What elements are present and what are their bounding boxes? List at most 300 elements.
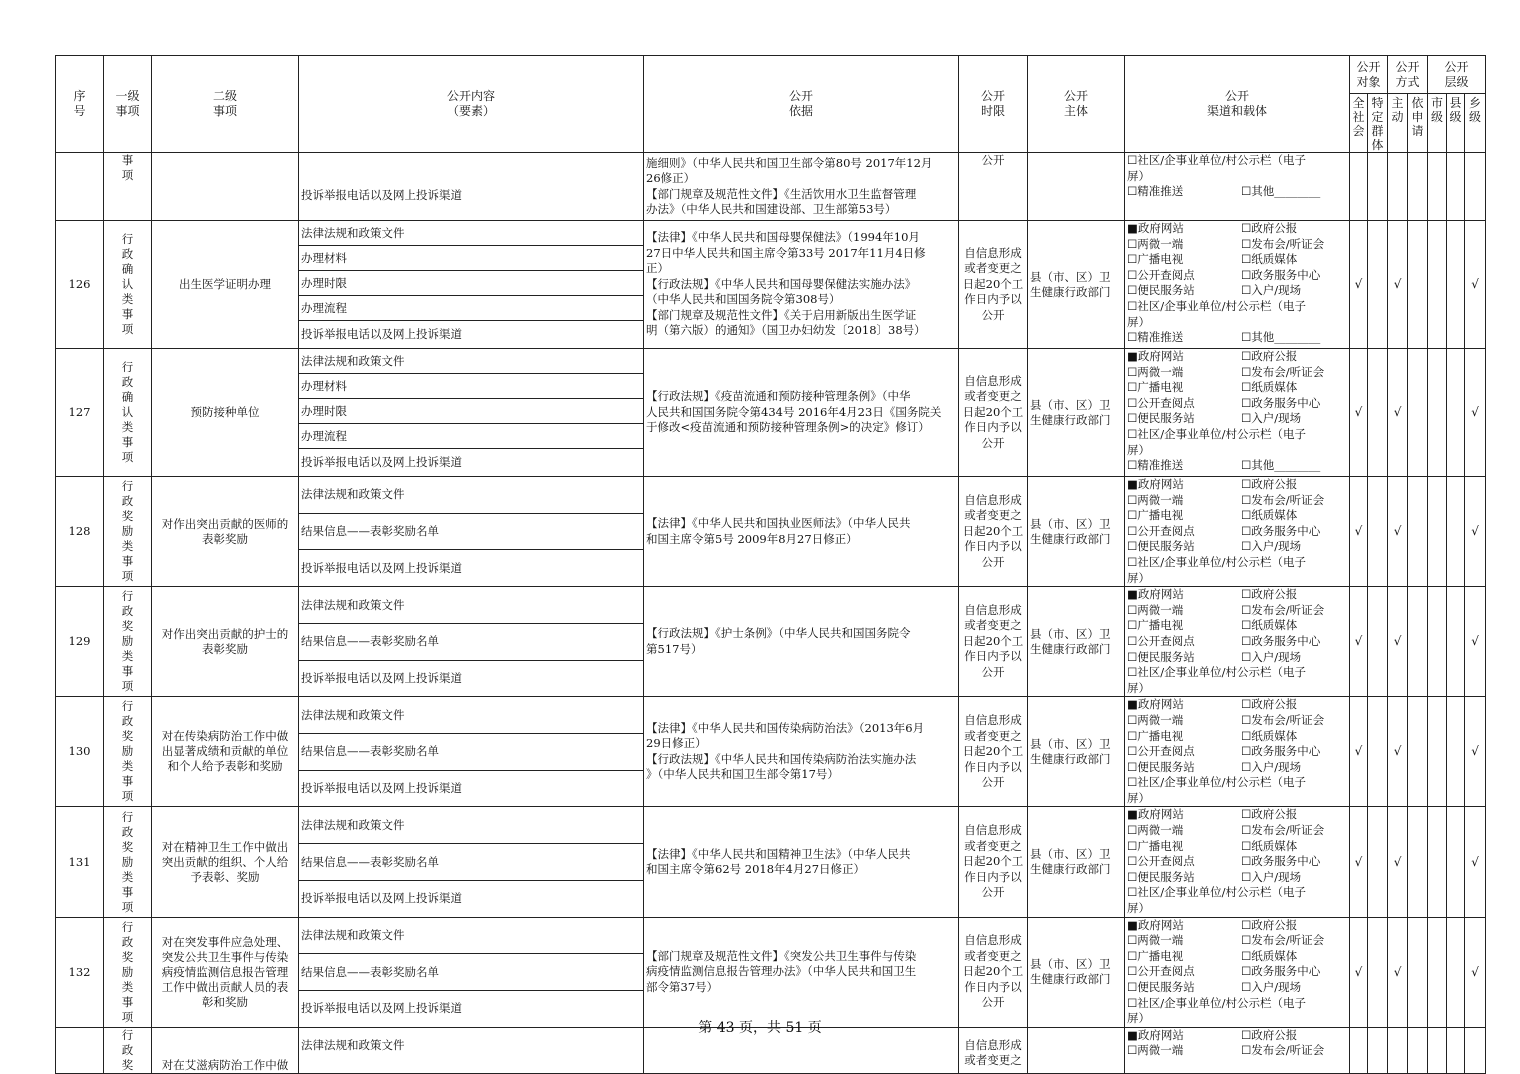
channel-option: ☐发布会/听证会	[1241, 712, 1325, 727]
check-active: √	[1388, 807, 1408, 917]
channel-option: ☐公开查阅点	[1127, 854, 1195, 869]
text-line: 项	[121, 450, 134, 464]
channel-option-pair	[1127, 650, 1347, 666]
text-line: 确	[121, 262, 134, 276]
time-cell	[959, 917, 1028, 1027]
subject-line: 生健康行政部门	[1030, 531, 1111, 546]
channel-option: ■政府网站	[1127, 477, 1184, 491]
header-method	[1388, 56, 1428, 94]
text-line: 事	[121, 153, 134, 167]
check-on-request	[1408, 349, 1428, 477]
channel-option-pair	[1127, 380, 1347, 396]
channel-option: ☐政府公报	[1241, 477, 1298, 491]
subject-line: 生健康行政部门	[1030, 412, 1111, 427]
text-line: 层级	[1444, 74, 1469, 89]
channel-option: ☐政务服务中心	[1241, 633, 1321, 648]
level2-cell	[152, 807, 299, 917]
basis-cell	[644, 917, 959, 1027]
channel-option-pair	[1127, 237, 1347, 253]
time-line: 或者变更之	[964, 838, 1022, 853]
check-all-society: √	[1350, 917, 1368, 1027]
time-line: 日起20个工	[962, 633, 1024, 648]
text-line: 行	[121, 1027, 134, 1042]
channel-option-pair	[1127, 933, 1347, 949]
channel-option-pair	[1127, 603, 1347, 619]
basis-line: 27日中华人民共和国主席令第33号 2017年11月4日修	[646, 245, 926, 260]
channel-option: ☐公开查阅点	[1127, 523, 1195, 538]
channel-option: ☐入户/现场	[1241, 411, 1302, 426]
content-cell: 结果信息——表彰奖励名单	[299, 954, 644, 991]
seq-cell: 132	[56, 917, 104, 1027]
content-cell: 办理材料	[299, 246, 644, 271]
text-line: 项	[121, 679, 134, 694]
header-time	[959, 56, 1028, 153]
channel-option-pair	[1127, 1043, 1347, 1059]
time-cell	[959, 587, 1028, 697]
basis-cell	[644, 153, 959, 221]
content-cell: 投诉举报电话以及网上投诉渠道	[299, 153, 644, 221]
check-city	[1428, 477, 1447, 587]
channel-option: ☐广播电视	[1127, 618, 1184, 633]
text-line: 政	[121, 604, 134, 619]
text-line: 公开	[1224, 89, 1249, 103]
text-line: 行	[121, 589, 134, 604]
basis-line: 【法律】《中华人民共和国传染病防治法》（2013年6月	[646, 720, 925, 735]
seq-cell: 131	[56, 807, 104, 917]
text-line: 时限	[980, 104, 1005, 118]
subject-line: 生健康行政部门	[1030, 862, 1111, 877]
header-channel	[1125, 56, 1350, 153]
text-line: 全	[1352, 96, 1365, 110]
text-line: 类	[121, 539, 134, 554]
text-line: 事	[121, 884, 134, 899]
channel-option-pair	[1127, 964, 1347, 980]
level2-cell	[152, 221, 299, 349]
content-cell: 投诉举报电话以及网上投诉渠道	[299, 880, 644, 917]
time-cell	[959, 221, 1028, 349]
seq-cell: 129	[56, 587, 104, 697]
time-line: 日起20个工	[962, 964, 1024, 979]
channel-option: ■政府网站	[1127, 697, 1184, 712]
time-line: 自信息形成	[964, 933, 1022, 948]
level2-line: 表彰奖励	[202, 641, 248, 656]
channel-option: ☐政府公报	[1241, 349, 1298, 363]
seq-cell: 128	[56, 477, 104, 587]
channel-option: ☐公开查阅点	[1127, 964, 1195, 979]
text-line: 励	[121, 634, 134, 649]
level2-cell	[152, 153, 299, 221]
subject-line: 生健康行政部门	[1030, 751, 1111, 766]
text-line: 县	[1449, 96, 1462, 110]
header-level-county	[1447, 94, 1465, 153]
table-row	[56, 697, 1486, 734]
content-cell: 法律法规和政策文件	[299, 807, 644, 844]
time-line: 作日内予以	[964, 759, 1022, 774]
content-cell: 结果信息——表彰奖励名单	[299, 513, 644, 550]
level1-cell	[104, 917, 152, 1027]
channel-option: ☐纸质媒体	[1241, 252, 1298, 267]
header-basis	[644, 56, 959, 153]
text-line: 事	[121, 774, 134, 789]
check-city	[1428, 349, 1447, 477]
check-cell	[1447, 153, 1465, 221]
text-line: 类	[121, 869, 134, 884]
time-line: 作日内予以	[964, 649, 1022, 664]
channel-option: ☐入户/现场	[1241, 759, 1302, 774]
text-line: 确	[121, 390, 134, 404]
basis-line: 【行政法规】《中华人民共和国母婴保健法实施办法》	[646, 276, 917, 291]
subject-cell	[1028, 807, 1125, 917]
time-line: 公开	[981, 995, 1005, 1010]
channel-option: ☐便民服务站	[1127, 980, 1195, 994]
check-all-society: √	[1350, 697, 1368, 807]
channel-option: ☐社区/企事业单位/村公示栏（电子	[1127, 775, 1307, 790]
level2-line: 病疫情监测信息报告管理	[161, 964, 289, 979]
channel-option: ☐发布会/听证会	[1241, 1043, 1325, 1058]
seq-cell	[56, 153, 104, 221]
subject-line: 县（市、区）卫	[1030, 957, 1111, 972]
channel-cell	[1125, 477, 1350, 587]
channel-option: ☐发布会/听证会	[1241, 933, 1325, 948]
time-line: 日起20个工	[962, 744, 1024, 759]
channel-option: ■政府网站	[1127, 587, 1184, 602]
basis-line: 【行政法规】《护士条例》（中华人民共和国国务院令	[646, 626, 911, 641]
header-level-town	[1465, 94, 1486, 153]
channel-option: ☐便民服务站	[1127, 411, 1195, 426]
check-cell	[1428, 153, 1447, 221]
text-line: 主体	[1063, 104, 1088, 118]
time-line: 作日内予以	[964, 979, 1022, 994]
channel-option: ☐纸质媒体	[1241, 618, 1298, 633]
check-on-request	[1408, 807, 1428, 917]
level2-cell	[152, 349, 299, 477]
check-cell	[1465, 153, 1486, 221]
basis-line: 正）	[646, 261, 669, 276]
channel-option: ☐政府公报	[1241, 917, 1298, 932]
time-line: 公开	[981, 885, 1005, 900]
channel-option: ☐入户/现场	[1241, 283, 1302, 298]
content-cell: 法律法规和政策文件	[299, 917, 644, 954]
channel-option: ☐广播电视	[1127, 252, 1184, 267]
channel-option: ☐公开查阅点	[1127, 267, 1195, 282]
level2-cell	[152, 587, 299, 697]
seq-cell: 130	[56, 697, 104, 807]
text-line: 政	[121, 934, 134, 949]
text-line: 请	[1411, 124, 1424, 138]
basis-line: 【行政法规】《中华人民共和国传染病防治法实施办法	[646, 751, 917, 766]
time-line: 作日内予以	[964, 539, 1022, 554]
content-cell: 法律法规和政策文件	[299, 349, 644, 374]
header-row-1	[56, 56, 1486, 94]
subject-cell	[1028, 477, 1125, 587]
channel-option: ☐发布会/听证会	[1241, 364, 1325, 379]
channel-option-pair	[1127, 854, 1347, 870]
text-line: 认	[121, 277, 134, 291]
level2-line: 对在艾滋病防治工作中做	[161, 1057, 289, 1072]
content-cell: 投诉举报电话以及网上投诉渠道	[299, 991, 644, 1028]
subject-cell	[1028, 917, 1125, 1027]
channel-option: ☐两微一端	[1127, 1043, 1184, 1058]
channel-option: ☐精准推送	[1127, 458, 1184, 473]
table-row	[56, 807, 1486, 844]
channel-option-pair	[1127, 493, 1347, 509]
channel-option: 屏）	[1127, 1011, 1150, 1026]
content-cell: 法律法规和政策文件	[299, 697, 644, 734]
text-line: 奖	[121, 839, 134, 854]
channel-option: ■政府网站	[1127, 221, 1184, 235]
channel-option: ☐精准推送	[1127, 330, 1184, 345]
channel-option-pair	[1127, 807, 1347, 823]
content-cell: 结果信息——表彰奖励名单	[299, 734, 644, 771]
level2-line: 对在精神卫生工作中做出	[161, 839, 289, 854]
check-city	[1428, 587, 1447, 697]
channel-option-pair	[1127, 508, 1347, 524]
text-line: 政	[121, 494, 134, 509]
text-line: 类	[121, 292, 134, 306]
text-line: 级	[1469, 110, 1482, 124]
text-line: 方式	[1395, 74, 1420, 89]
basis-cell	[644, 349, 959, 477]
level2-line: 和个人给予表彰和奖励	[167, 759, 283, 774]
level1-cell	[104, 807, 152, 917]
content-cell: 办理材料	[299, 374, 644, 399]
channel-option: ☐入户/现场	[1241, 980, 1302, 994]
channel-option: ☐便民服务站	[1127, 649, 1195, 664]
text-line: 公开内容	[446, 89, 495, 103]
subject-line: 生健康行政部门	[1030, 284, 1111, 299]
channel-option-pair	[1127, 349, 1347, 365]
channel-option: ☐广播电视	[1127, 380, 1184, 395]
check-specific-group	[1368, 697, 1388, 807]
channel-option: ■政府网站	[1127, 917, 1184, 932]
subject-cell	[1028, 153, 1125, 221]
channel-option: ☐入户/现场	[1241, 539, 1302, 554]
basis-line: 部令第37号）	[646, 979, 719, 994]
channel-option: ☐便民服务站	[1127, 539, 1195, 554]
time-line: 或者变更之	[964, 618, 1022, 633]
text-line: 特	[1371, 96, 1384, 110]
channel-option: ☐政务服务中心	[1241, 854, 1321, 869]
text-line: 乡	[1469, 96, 1482, 110]
text-line: 一级	[115, 89, 140, 103]
time-line: 或者变更之	[964, 261, 1022, 276]
text-line: 依据	[788, 104, 813, 118]
text-line: 依	[1411, 96, 1424, 110]
check-cell	[1408, 153, 1428, 221]
channel-cell	[1125, 587, 1350, 697]
content-cell: 结果信息——表彰奖励名单	[299, 844, 644, 881]
header-method-apply	[1408, 94, 1428, 153]
table-row-continued	[56, 153, 1486, 221]
text-line: 社	[1352, 110, 1365, 124]
time-line: 或者变更之	[964, 508, 1022, 523]
text-line: 政	[121, 1042, 134, 1057]
channel-option: ☐政务服务中心	[1241, 395, 1321, 410]
text-line: 项	[121, 569, 134, 584]
channel-option: ☐广播电视	[1127, 948, 1184, 963]
level2-line: 予表彰、奖励	[190, 869, 260, 884]
check-town: √	[1465, 807, 1486, 917]
text-line: 行	[121, 232, 134, 246]
check-county	[1447, 221, 1465, 349]
header-target-specific	[1368, 94, 1388, 153]
check-active: √	[1388, 477, 1408, 587]
subject-cell	[1028, 587, 1125, 697]
subject-line: 县（市、区）卫	[1030, 626, 1111, 641]
content-cell: 办理时限	[299, 399, 644, 424]
level2-line: 出生医学证明办理	[179, 277, 271, 291]
channel-option: ☐纸质媒体	[1241, 838, 1298, 853]
text-line: 政	[121, 714, 134, 729]
time-line: 日起20个工	[962, 854, 1024, 869]
basis-line: 第517号）	[646, 641, 703, 656]
time-line: 作日内予以	[964, 869, 1022, 884]
channel-option: ☐社区/企事业单位/村公示栏（电子	[1127, 153, 1307, 167]
level1-cell	[104, 477, 152, 587]
time-cell	[959, 349, 1028, 477]
channel-option: 屏）	[1127, 680, 1150, 695]
subject-cell	[1028, 697, 1125, 807]
text-line: 公开	[1063, 89, 1088, 103]
text-line: （要素）	[446, 104, 495, 118]
channel-option-pair	[1127, 618, 1347, 634]
basis-cell	[644, 221, 959, 349]
text-line: 主	[1391, 96, 1404, 110]
content-cell: 结果信息——表彰奖励名单	[299, 623, 644, 660]
disclosure-table	[55, 55, 1486, 1074]
header-target	[1350, 56, 1388, 94]
channel-option-pair	[1127, 283, 1347, 299]
channel-option: ☐政府公报	[1241, 807, 1298, 822]
channel-option-pair	[1127, 949, 1347, 965]
check-cell	[1368, 153, 1388, 221]
text-line: 项	[121, 899, 134, 914]
channel-option: ☐政府公报	[1241, 587, 1298, 602]
basis-line: 【法律】《中华人民共和国执业医师法》（中华人民共	[646, 516, 911, 531]
text-line: 公开	[1444, 59, 1469, 74]
text-line: 序	[73, 89, 86, 103]
check-on-request	[1408, 477, 1428, 587]
channel-option: 屏）	[1127, 314, 1150, 329]
channel-cell	[1125, 153, 1350, 221]
header-seq	[56, 56, 104, 153]
time-line: 自信息形成	[964, 602, 1022, 617]
content-cell: 投诉举报电话以及网上投诉渠道	[299, 770, 644, 807]
basis-line: 【行政法规】《疫苗流通和预防接种管理条例》（中华	[646, 389, 911, 404]
basis-line: 【部门规章及规范性文件】《关于启用新版出生医学证	[646, 307, 917, 322]
channel-option-pair	[1127, 539, 1347, 555]
time-line: 或者变更之	[964, 1052, 1022, 1067]
channel-option: 屏）	[1127, 168, 1150, 183]
content-cell: 办理流程	[299, 424, 644, 449]
channel-option-pair	[1127, 330, 1347, 346]
channel-option-pair	[1127, 729, 1347, 745]
time-line: 或者变更之	[964, 389, 1022, 404]
time-line: 自信息形成	[964, 245, 1022, 260]
check-active: √	[1388, 349, 1408, 477]
text-line: 会	[1352, 124, 1365, 138]
channel-option: ☐社区/企事业单位/村公示栏（电子	[1127, 554, 1307, 569]
channel-cell	[1125, 349, 1350, 477]
text-line: 奖	[121, 1057, 134, 1072]
time-line: 日起20个工	[962, 276, 1024, 291]
text-line: 项	[121, 1009, 134, 1024]
channel-option: ☐发布会/听证会	[1241, 236, 1325, 251]
subject-line: 县（市、区）卫	[1030, 516, 1111, 531]
check-specific-group	[1368, 477, 1388, 587]
subject-cell	[1028, 221, 1125, 349]
channel-option: ☐两微一端	[1127, 823, 1184, 838]
channel-option-pair	[1127, 823, 1347, 839]
check-all-society: √	[1350, 587, 1368, 697]
channel-option: ☐公开查阅点	[1127, 633, 1195, 648]
basis-line: 人民共和国国务院令第434号 2016年4月23日《国务院关	[646, 404, 942, 419]
time-line: 自信息形成	[964, 373, 1022, 388]
check-active: √	[1388, 221, 1408, 349]
channel-option-pair	[1127, 268, 1347, 284]
channel-option: ☐政务服务中心	[1241, 744, 1321, 759]
channel-option-pair	[1127, 980, 1347, 996]
channel-option: ■政府网站	[1127, 349, 1184, 363]
text-line: 奖	[121, 509, 134, 524]
text-line: 励	[121, 524, 134, 539]
basis-cell	[644, 807, 959, 917]
header-method-active	[1388, 94, 1408, 153]
content-cell: 投诉举报电话以及网上投诉渠道	[299, 660, 644, 697]
check-county	[1447, 807, 1465, 917]
table-row	[56, 221, 1486, 246]
level2-line: 对在传染病防治工作中做	[161, 729, 289, 744]
text-line: 行	[121, 919, 134, 934]
channel-option: ☐社区/企事业单位/村公示栏（电子	[1127, 995, 1307, 1010]
check-cell	[1350, 153, 1368, 221]
text-line: 行	[121, 479, 134, 494]
basis-cell	[644, 477, 959, 587]
time-line: 公开	[981, 435, 1005, 450]
channel-option: ☐两微一端	[1127, 602, 1184, 617]
check-all-society: √	[1350, 807, 1368, 917]
text-line: 政	[121, 375, 134, 389]
channel-cell	[1125, 807, 1350, 917]
text-line: 级	[1431, 110, 1444, 124]
text-line: 事	[121, 307, 134, 321]
channel-option: ☐公开查阅点	[1127, 744, 1195, 759]
channel-option: ☐便民服务站	[1127, 283, 1195, 298]
channel-option: ☐纸质媒体	[1241, 508, 1298, 523]
text-line: 公开	[1395, 59, 1420, 74]
check-on-request	[1408, 697, 1428, 807]
text-line: 政	[121, 247, 134, 261]
text-line: 对象	[1356, 74, 1381, 89]
header-target-all	[1350, 94, 1368, 153]
check-town: √	[1465, 477, 1486, 587]
level2-cell	[152, 917, 299, 1027]
basis-line: 和国主席令第5号 2009年8月27日修正）	[646, 531, 858, 546]
basis-line: 和国主席令第62号 2018年4月27日修正）	[646, 862, 866, 877]
time-line: 日起20个工	[962, 523, 1024, 538]
header-level1	[104, 56, 152, 153]
channel-option: ☐其他________	[1241, 458, 1321, 473]
time-cell: 公开	[959, 153, 1028, 221]
check-county	[1447, 917, 1465, 1027]
content-cell: 法律法规和政策文件	[299, 221, 644, 246]
header-subject	[1028, 56, 1125, 153]
basis-line: 26修正）	[646, 171, 696, 185]
text-line: 事	[121, 554, 134, 569]
basis-line: 于修改<疫苗流通和预防接种管理条例>的决定》修订）	[646, 420, 930, 435]
channel-option: ☐发布会/听证会	[1241, 823, 1325, 838]
time-line: 自信息形成	[964, 1037, 1022, 1052]
